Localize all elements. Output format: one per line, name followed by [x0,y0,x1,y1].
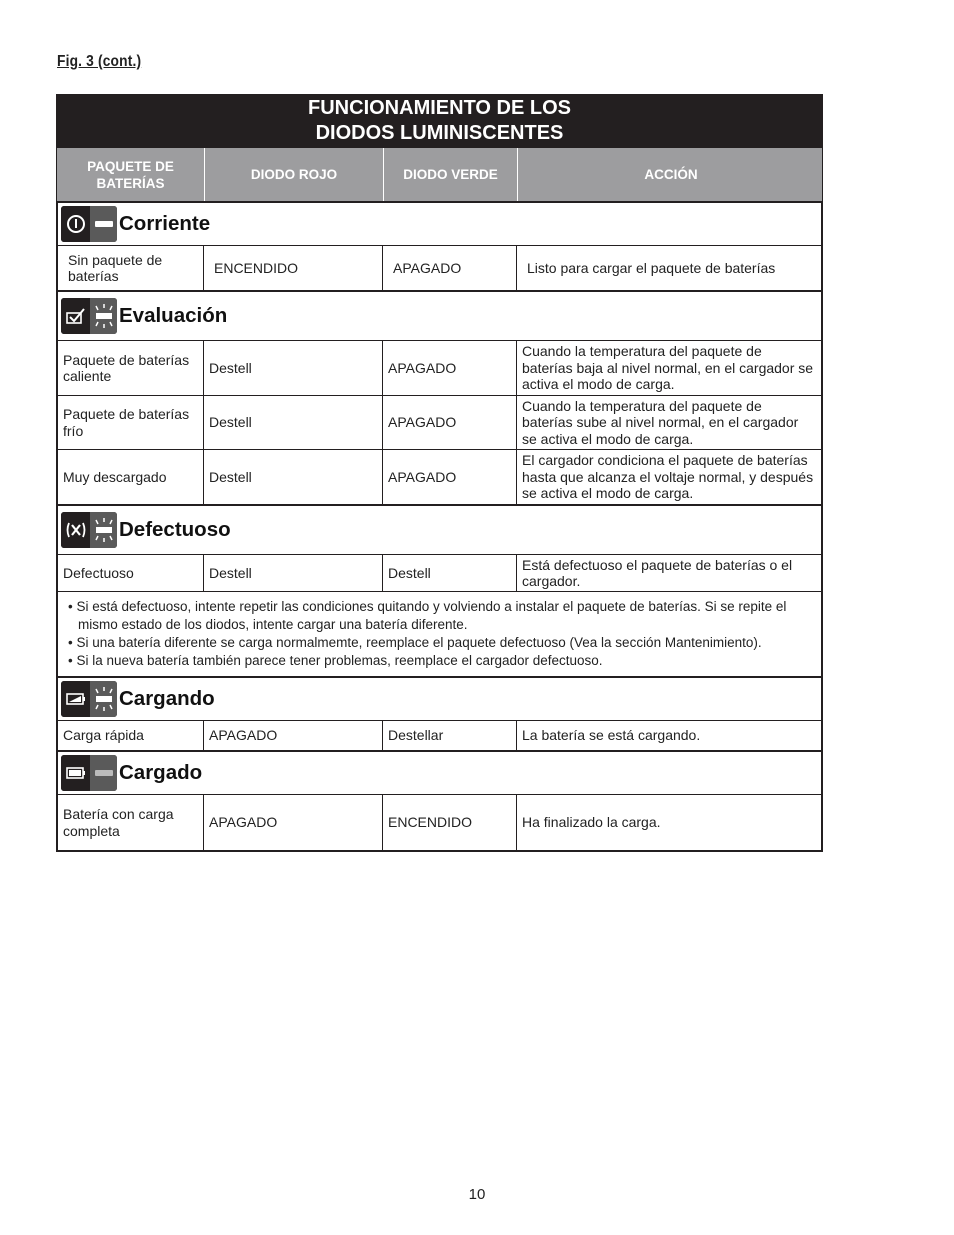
evaluation-led-icon [61,298,117,334]
cell-green-led: APAGADO [383,450,517,504]
cell-red-led: Destell [204,555,383,592]
cell-red-led: APAGADO [204,795,383,850]
note-item: • Si la nueva batería también parece tener problemas, reemplace el cargador defectuoso. [68,652,813,670]
led-table [56,94,823,852]
defective-notes [58,592,821,676]
cell-action: Listo para cargar el paquete de baterías [527,259,776,276]
cell-battery-pack: Sin paquete de baterías [58,246,204,290]
cell-green-led: ENCENDIDO [383,795,517,850]
note-item: • Si está defectuoso, intente repetir las condiciones quitando y volviendo a instalar el paquete de baterías. Si se repite el mismo estado de los diodos, intente cargar una batería diferente. [68,598,813,634]
header-red-led: DIODO ROJO [205,148,384,201]
table-title-line2: DIODOS LUMINISCENTES [315,122,564,144]
defective-led-icon [61,512,117,548]
cell-action: Ha finalizado la carga. [522,814,661,831]
header-green-led: DIODO VERDE [384,148,518,201]
cell-action: El cargador condiciona el paquete de baterías hasta que alcanza el voltaje normal, y después se activa el modo de carga. [522,452,814,502]
section-title-corriente: Corriente [119,212,211,235]
section-cargando [58,676,821,721]
cell-green-led: APAGADO [383,246,517,290]
cell-green-led: APAGADO [383,396,517,450]
table-row [58,396,821,450]
table-title-line1: FUNCIONAMIENTO DE LOS [308,97,571,119]
table-row [58,555,821,592]
cell-green-led: Destellar [383,721,517,750]
cell-red-led: APAGADO [204,721,383,750]
note-item: • Si una batería diferente se carga normalmemte, reemplace el paquete defectuoso (Vea la sección Mantenimiento). [68,634,813,652]
cell-battery-pack: Muy descargado [58,450,204,504]
cell-red-led: Destell [204,341,383,396]
cell-red-led: ENCENDIDO [204,246,383,290]
section-title-cargado: Cargado [119,761,203,784]
page-number: 10 [468,1186,486,1203]
cell-battery-pack: Carga rápida [58,721,204,750]
section-title-evaluacion: Evaluación [119,304,228,327]
table-row [58,795,821,850]
table-header [56,148,823,201]
cell-green-led: APAGADO [383,341,517,396]
cell-battery-pack: Paquete de baterías caliente [58,341,204,396]
table-body [56,201,823,852]
cell-battery-pack: Paquete de baterías frío [58,396,204,450]
charged-led-icon [61,755,117,791]
cell-red-led: Destell [204,396,383,450]
table-row [58,246,821,290]
cell-action: Cuando la temperatura del paquete de baterías baja al nivel normal, en el cargador se activa el modo de carga. [517,341,821,396]
cell-battery-pack: Batería con carga completa [58,795,204,850]
cell-red-led: Destell [204,450,383,504]
power-led-icon [61,206,117,242]
table-row [58,341,821,396]
cell-green-led: Destell [383,555,517,592]
section-title-cargando: Cargando [119,687,215,710]
table-row [58,450,821,504]
table-row [58,721,821,750]
charging-led-icon [61,681,117,717]
header-action: ACCIÓN [644,167,698,182]
table-title [56,94,823,148]
section-cargado [58,750,821,795]
cell-action: Cuando la temperatura del paquete de baterías sube al nivel normal, en el cargador se activa el modo de carga. [517,396,821,450]
header-battery-pack: PAQUETE DE BATERÍAS [57,148,205,201]
section-corriente [58,201,821,246]
cell-action: La batería se está cargando. [522,727,701,744]
cell-action: Está defectuoso el paquete de baterías o el cargador. [517,555,821,592]
section-evaluacion [58,290,821,341]
section-title-defectuoso: Defectuoso [119,518,231,541]
figure-label: Fig. 3 (cont.) [57,53,142,70]
cell-battery-pack: Defectuoso [58,555,204,592]
section-defectuoso [58,504,821,555]
